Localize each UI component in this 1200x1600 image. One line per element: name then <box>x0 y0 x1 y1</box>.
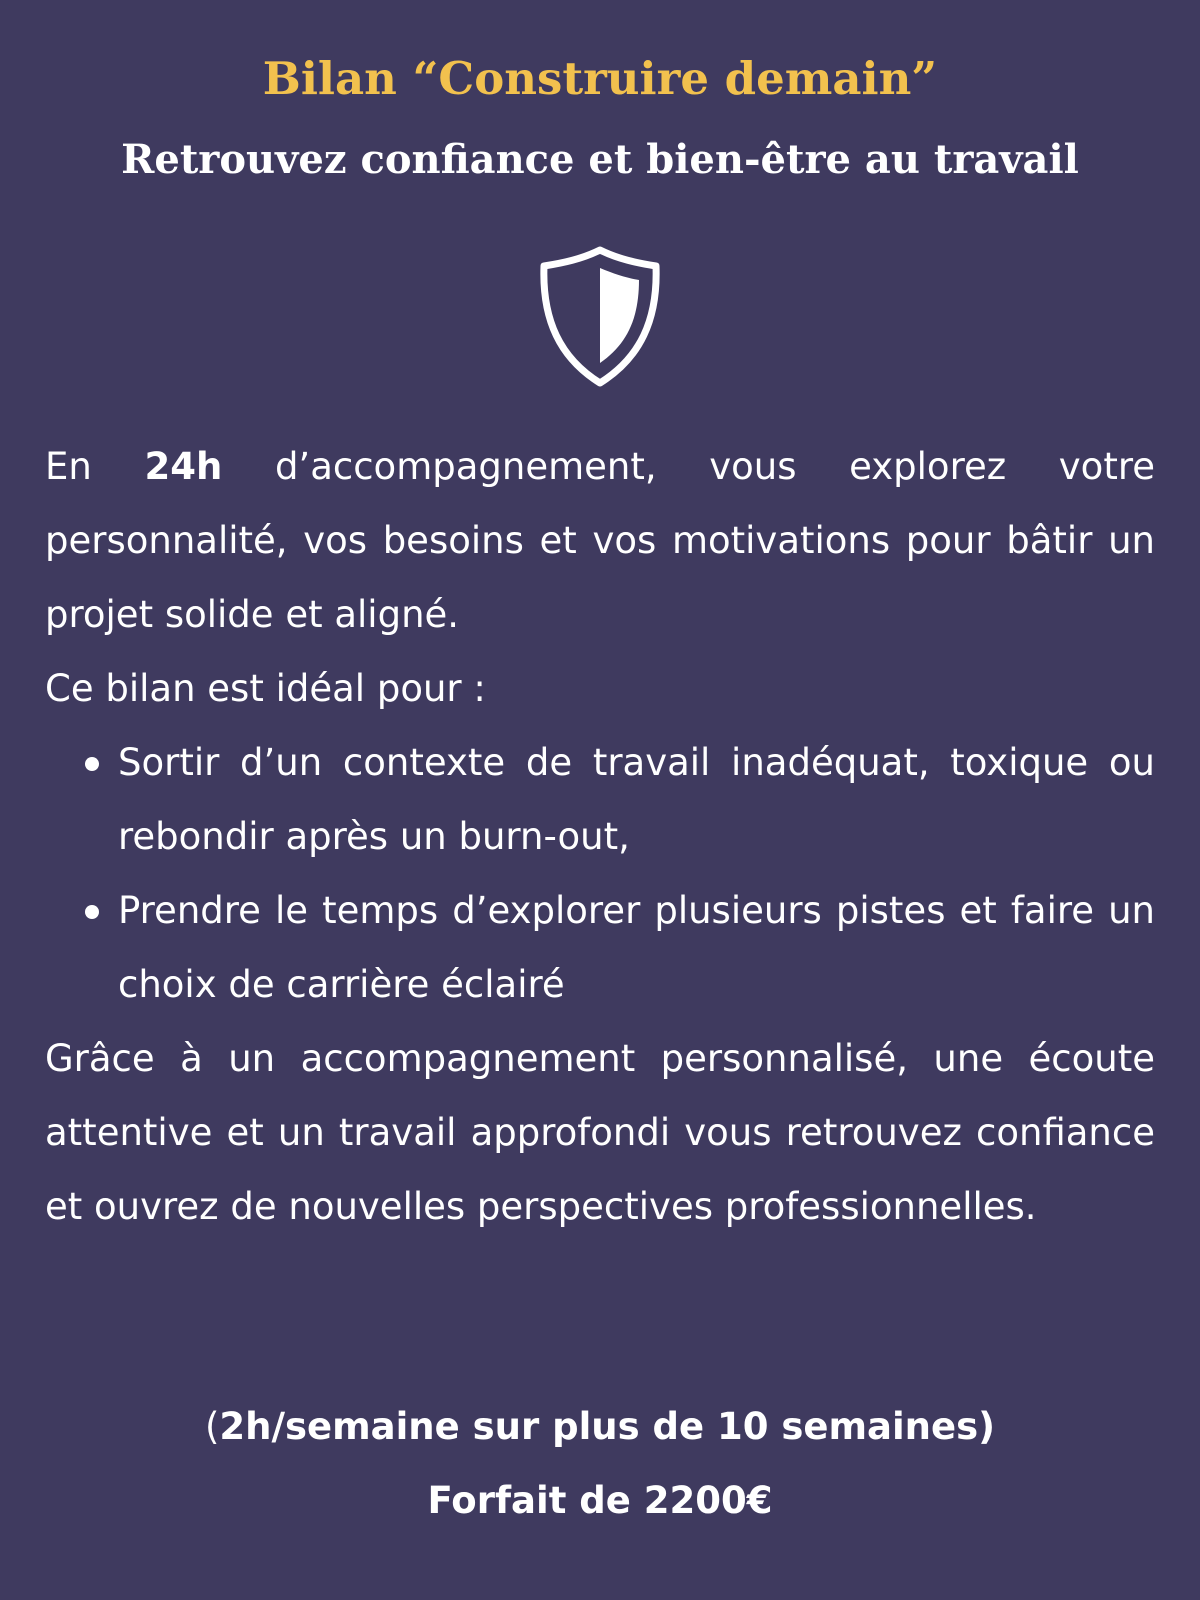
list-item-text: Prendre le temps d’explorer plusieurs pistes et faire un choix de carrière éclairé <box>118 889 1155 1006</box>
schedule-text: 2h/semaine sur plus de 10 semaines) <box>219 1405 996 1448</box>
schedule-open-paren: ( <box>204 1405 220 1448</box>
closing-paragraph: Grâce à un accompagnement personnalisé, une écoute attentive et un travail approfondi vous retrouvez confiance et ouvrez de nouvelles perspectives professionnelles. <box>45 1037 1155 1228</box>
price-line: Forfait de 2200€ <box>427 1479 773 1522</box>
intro-suffix: d’accompagnement, vous explorez votre personnalité, vos besoins et vos motivations pour bâtir un projet solide et aligné. <box>45 445 1155 636</box>
page-title: Bilan “Construire demain” <box>262 52 938 105</box>
pricing-block <box>0 1390 1200 1538</box>
page-subtitle: Retrouvez confiance et bien-être au travail <box>121 136 1079 183</box>
description <box>45 430 1155 1244</box>
list-item <box>45 726 1155 874</box>
list-item-text: Sortir d’un contexte de travail inadéquat, toxique ou rebondir après un burn-out, <box>118 741 1155 858</box>
intro-duration: 24h <box>144 445 223 488</box>
ideal-for-lead: Ce bilan est idéal pour : <box>45 667 486 710</box>
intro-prefix: En <box>45 445 145 488</box>
bullet-icon <box>85 905 99 919</box>
schedule-line <box>0 1390 1200 1464</box>
shield-icon <box>538 246 662 388</box>
intro-paragraph <box>45 430 1155 652</box>
list-item <box>45 874 1155 1022</box>
bullet-icon <box>85 757 99 771</box>
ideal-for-list <box>45 726 1155 1022</box>
